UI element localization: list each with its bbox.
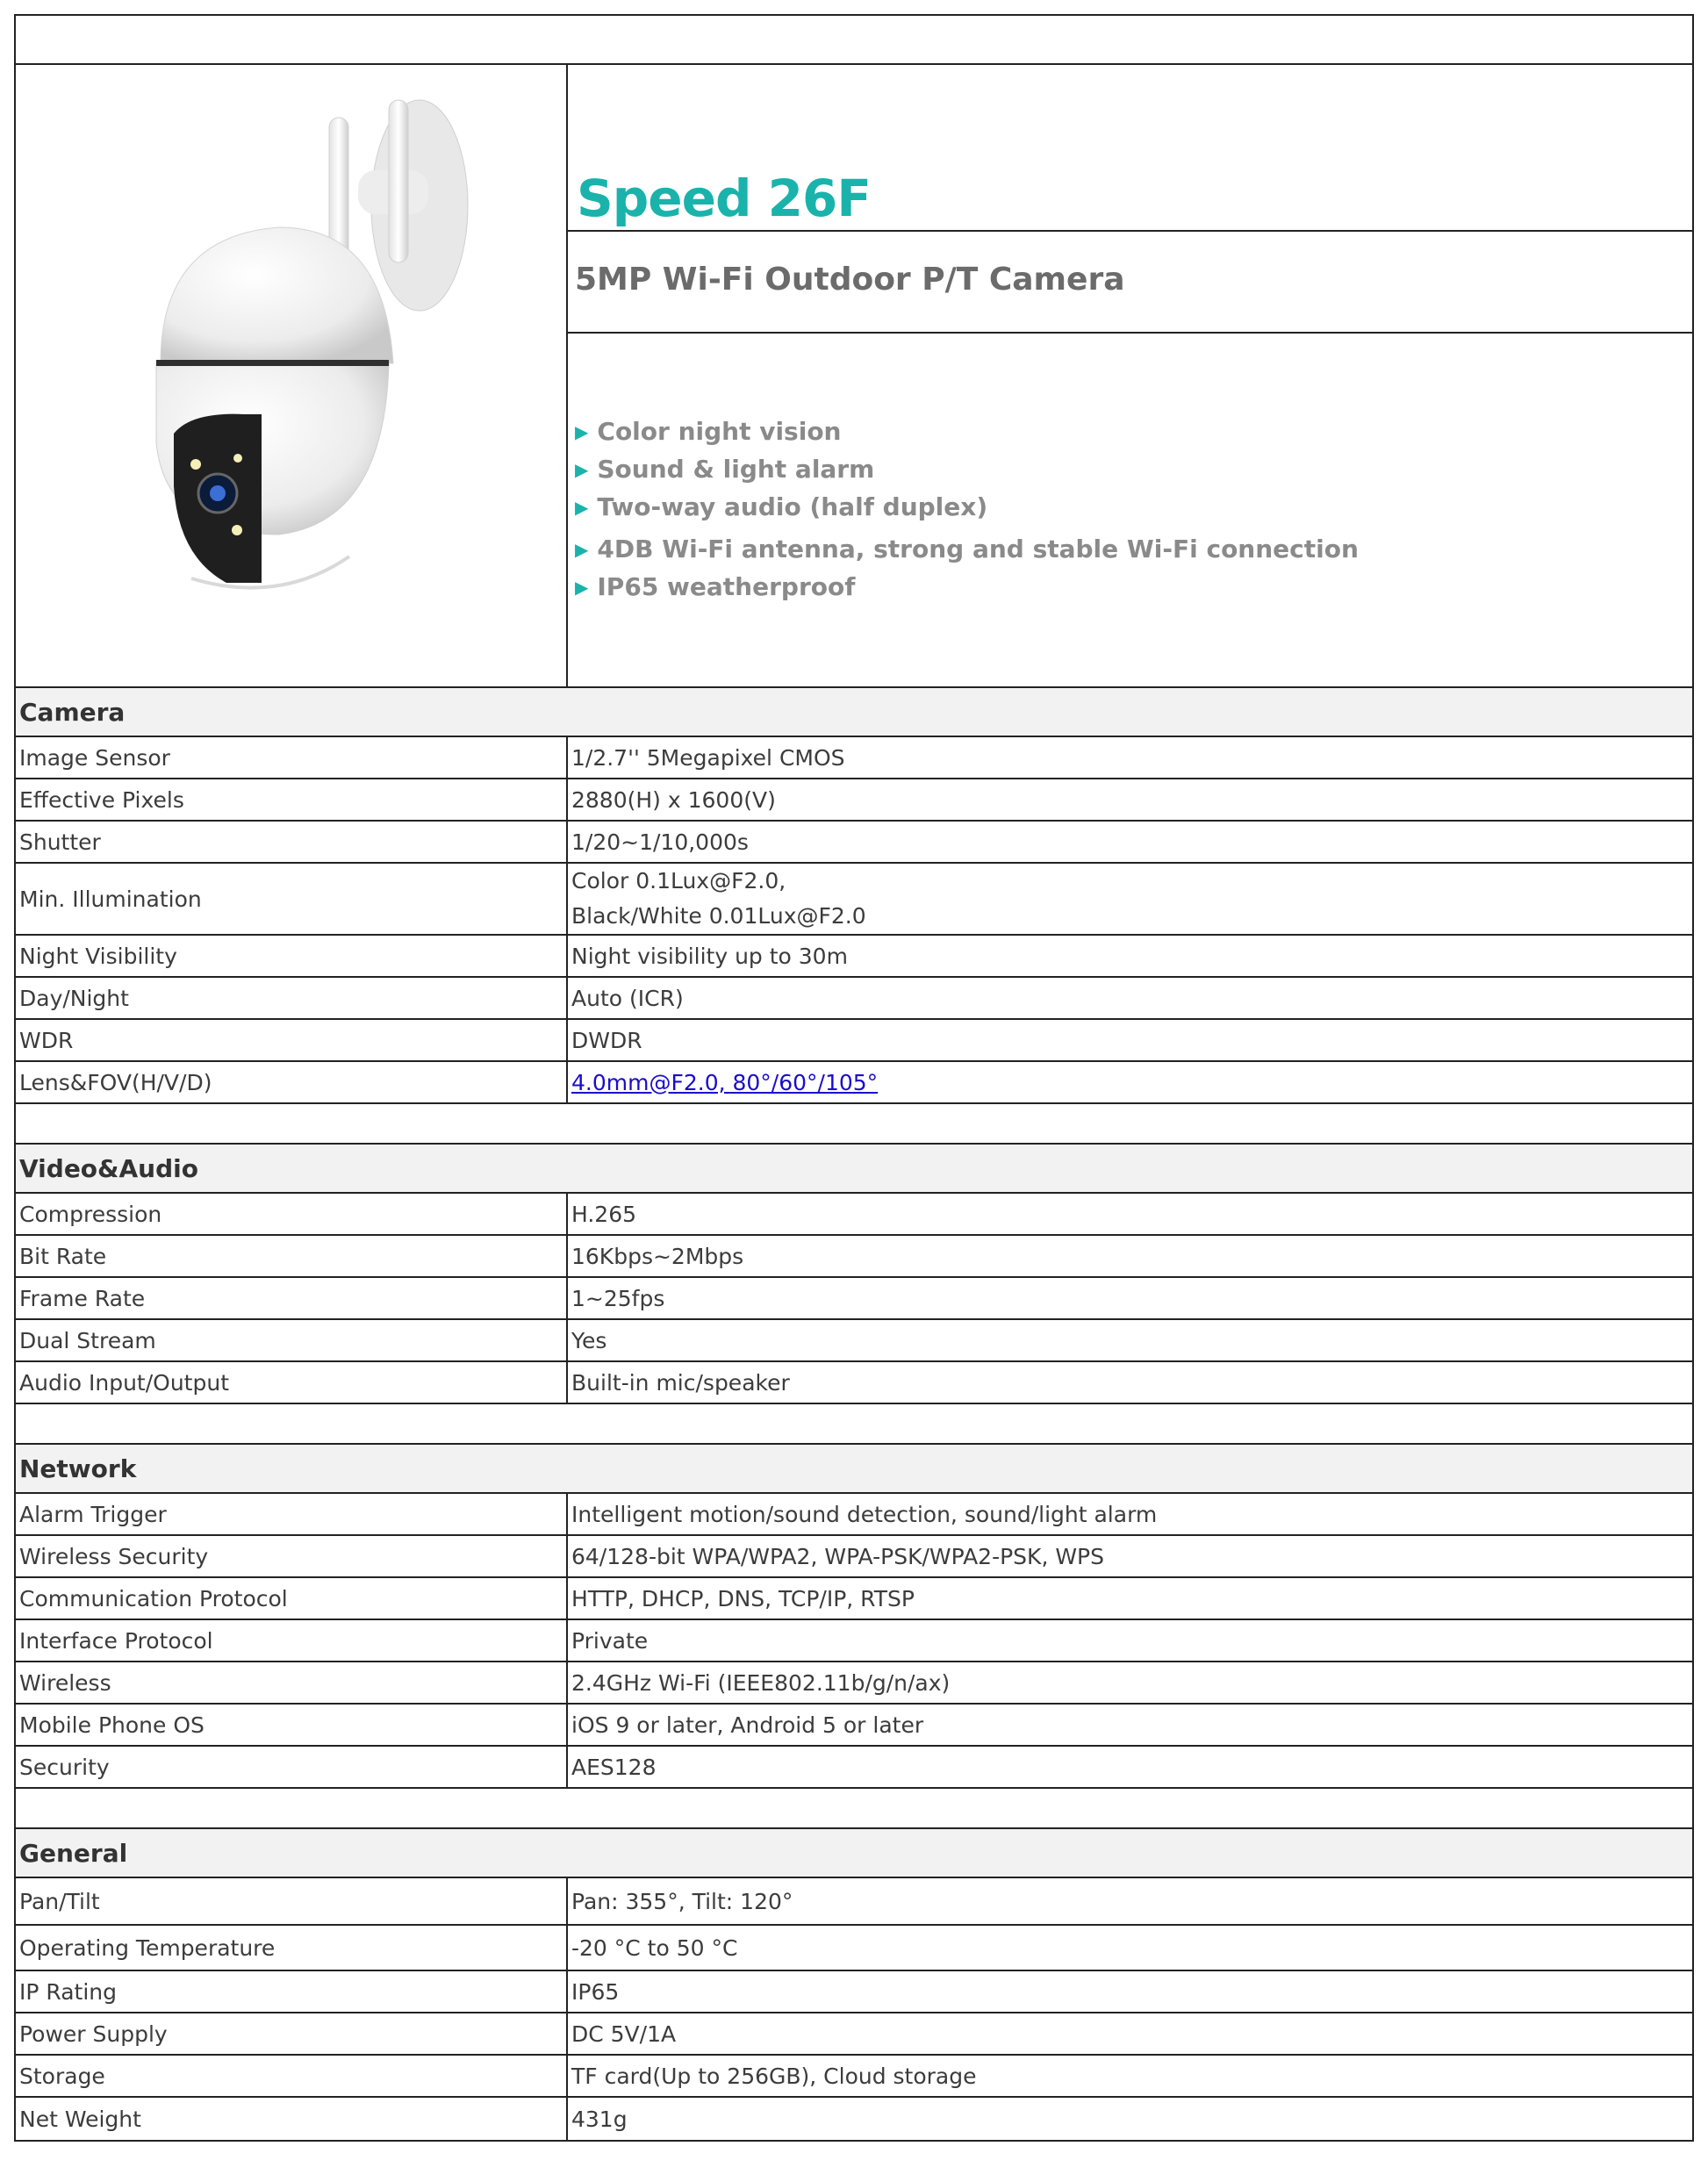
spec-label: WDR [16,1020,568,1060]
spec-value-line: Black/White 0.01Lux@F2.0 [571,903,866,929]
triangle-bullet-icon: ▶ [575,577,589,598]
feature-item: ▶ Color night vision [575,417,842,446]
spec-label: Pan/Tilt [16,1878,568,1924]
triangle-bullet-icon: ▶ [575,539,589,560]
spec-label: Image Sensor [16,737,568,778]
product-hero [16,65,1692,688]
spec-row [16,1971,1692,2013]
spec-label: Night Visibility [16,936,568,976]
spec-label: IP Rating [16,1971,568,2012]
spec-label: Mobile Phone OS [16,1705,568,1745]
spec-label: Wireless [16,1662,568,1703]
spec-label: Power Supply [16,2013,568,2054]
section-header-camera: Camera [16,688,1692,737]
spec-row [16,2056,1692,2098]
spec-value: Built-in mic/speaker [571,1369,790,1396]
spec-row [16,2013,1692,2056]
spec-row [16,1362,1692,1404]
spec-row [16,779,1692,822]
spec-value-cell [568,1062,1692,1102]
product-info-cell [568,65,1692,686]
spec-row [16,1578,1692,1620]
product-title: Speed 26F [577,169,872,228]
product-subtitle-cell [568,232,1692,334]
spec-label: Storage [16,2056,568,2096]
spec-value: 1/2.7'' 5Megapixel CMOS [571,744,845,771]
product-subtitle: 5MP Wi-Fi Outdoor P/T Camera [575,262,1125,298]
spec-value: AES128 [571,1754,657,1780]
spec-row [16,1662,1692,1705]
spec-row [16,1320,1692,1362]
spec-label: Day/Night [16,978,568,1018]
feature-item: ▶ Two-way audio (half duplex) [575,492,988,521]
spec-row [16,1536,1692,1578]
spec-value [568,864,1692,934]
spec-row [16,1236,1692,1278]
spec-row [16,1494,1692,1536]
spec-row [16,737,1692,779]
top-spacer-row [16,16,1692,65]
spec-value: Intelligent motion/sound detection, sound/light alarm [571,1501,1158,1527]
spec-row [16,978,1692,1020]
spec-value: H.265 [571,1201,637,1227]
feature-item: ▶ Sound & light alarm [575,455,875,484]
section-header-network: Network [16,1445,1692,1494]
spec-sheet [14,14,1694,2142]
spec-label: Operating Temperature [16,1926,568,1970]
spec-row [16,1620,1692,1662]
spec-row [16,1705,1692,1747]
spec-value: Night visibility up to 30m [571,943,848,969]
spec-label: Bit Rate [16,1236,568,1276]
spec-label: Interface Protocol [16,1620,568,1661]
spec-value: 431g [571,2106,628,2132]
product-image-cell [16,65,568,686]
spec-label: Effective Pixels [16,779,568,820]
spec-value: Auto (ICR) [571,985,684,1011]
spec-label: Dual Stream [16,1320,568,1360]
spec-row [16,1747,1692,1789]
product-title-cell [568,65,1692,232]
spacer-row [16,1404,1692,1445]
spec-label: Net Weight [16,2098,568,2140]
spec-value: DC 5V/1A [571,2021,677,2047]
spec-value: Private [571,1627,649,1654]
spec-row [16,822,1692,864]
spec-row [16,1062,1692,1104]
spec-label: Security [16,1747,568,1787]
spec-value: 1~25fps [571,1285,665,1311]
spec-label: Lens&FOV(H/V/D) [16,1062,568,1102]
triangle-bullet-icon: ▶ [575,497,589,518]
spec-row [16,864,1692,936]
spec-value: 1/20~1/10,000s [571,829,749,855]
spec-value: IP65 [571,1978,620,2005]
spec-label: Compression [16,1194,568,1234]
spec-label: Shutter [16,822,568,862]
spec-value: 64/128-bit WPA/WPA2, WPA-PSK/WPA2-PSK, WPS [571,1543,1105,1569]
spec-label: Frame Rate [16,1278,568,1318]
spec-value: 2880(H) x 1600(V) [571,786,776,813]
spec-row [16,1278,1692,1320]
spec-label: Communication Protocol [16,1578,568,1619]
spec-value-line: Color 0.1Lux@F2.0, [571,868,786,894]
spec-value: Yes [571,1327,607,1353]
spec-row [16,1020,1692,1062]
spec-value: iOS 9 or later, Android 5 or later [571,1712,924,1738]
spec-value: 16Kbps~2Mbps [571,1243,744,1269]
triangle-bullet-icon: ▶ [575,459,589,480]
spec-label: Alarm Trigger [16,1494,568,1534]
section-header-general: General [16,1829,1692,1878]
spec-value: Pan: 355°, Tilt: 120° [571,1888,793,1914]
spec-row [16,1194,1692,1236]
lens-fov-link[interactable]: 4.0mm@F2.0, 80°/60°/105° [571,1069,879,1095]
feature-list [575,413,1359,606]
spec-row [16,2098,1692,2140]
spacer-row [16,1789,1692,1829]
camera-product-photo-icon [16,65,568,688]
feature-item: ▶ IP65 weatherproof [575,572,856,601]
section-header-video-audio: Video&Audio [16,1145,1692,1194]
spec-row [16,936,1692,978]
spec-value: 2.4GHz Wi-Fi (IEEE802.11b/g/n/ax) [571,1669,951,1696]
spacer-row [16,1104,1692,1145]
spec-row [16,1926,1692,1971]
spec-label: Audio Input/Output [16,1362,568,1403]
spec-value: -20 °C to 50 °C [571,1934,738,1961]
feature-item: ▶ 4DB Wi-Fi antenna, strong and stable Wi-Fi connection [575,535,1359,563]
spec-value: TF card(Up to 256GB), Cloud storage [571,2063,977,2089]
spec-label: Wireless Security [16,1536,568,1576]
triangle-bullet-icon: ▶ [575,421,589,442]
spec-label: Min. Illumination [16,864,568,934]
spec-value: HTTP, DHCP, DNS, TCP/IP, RTSP [571,1585,915,1611]
spec-value: DWDR [571,1027,642,1053]
spec-row [16,1878,1692,1926]
feature-list-cell [568,334,1692,686]
